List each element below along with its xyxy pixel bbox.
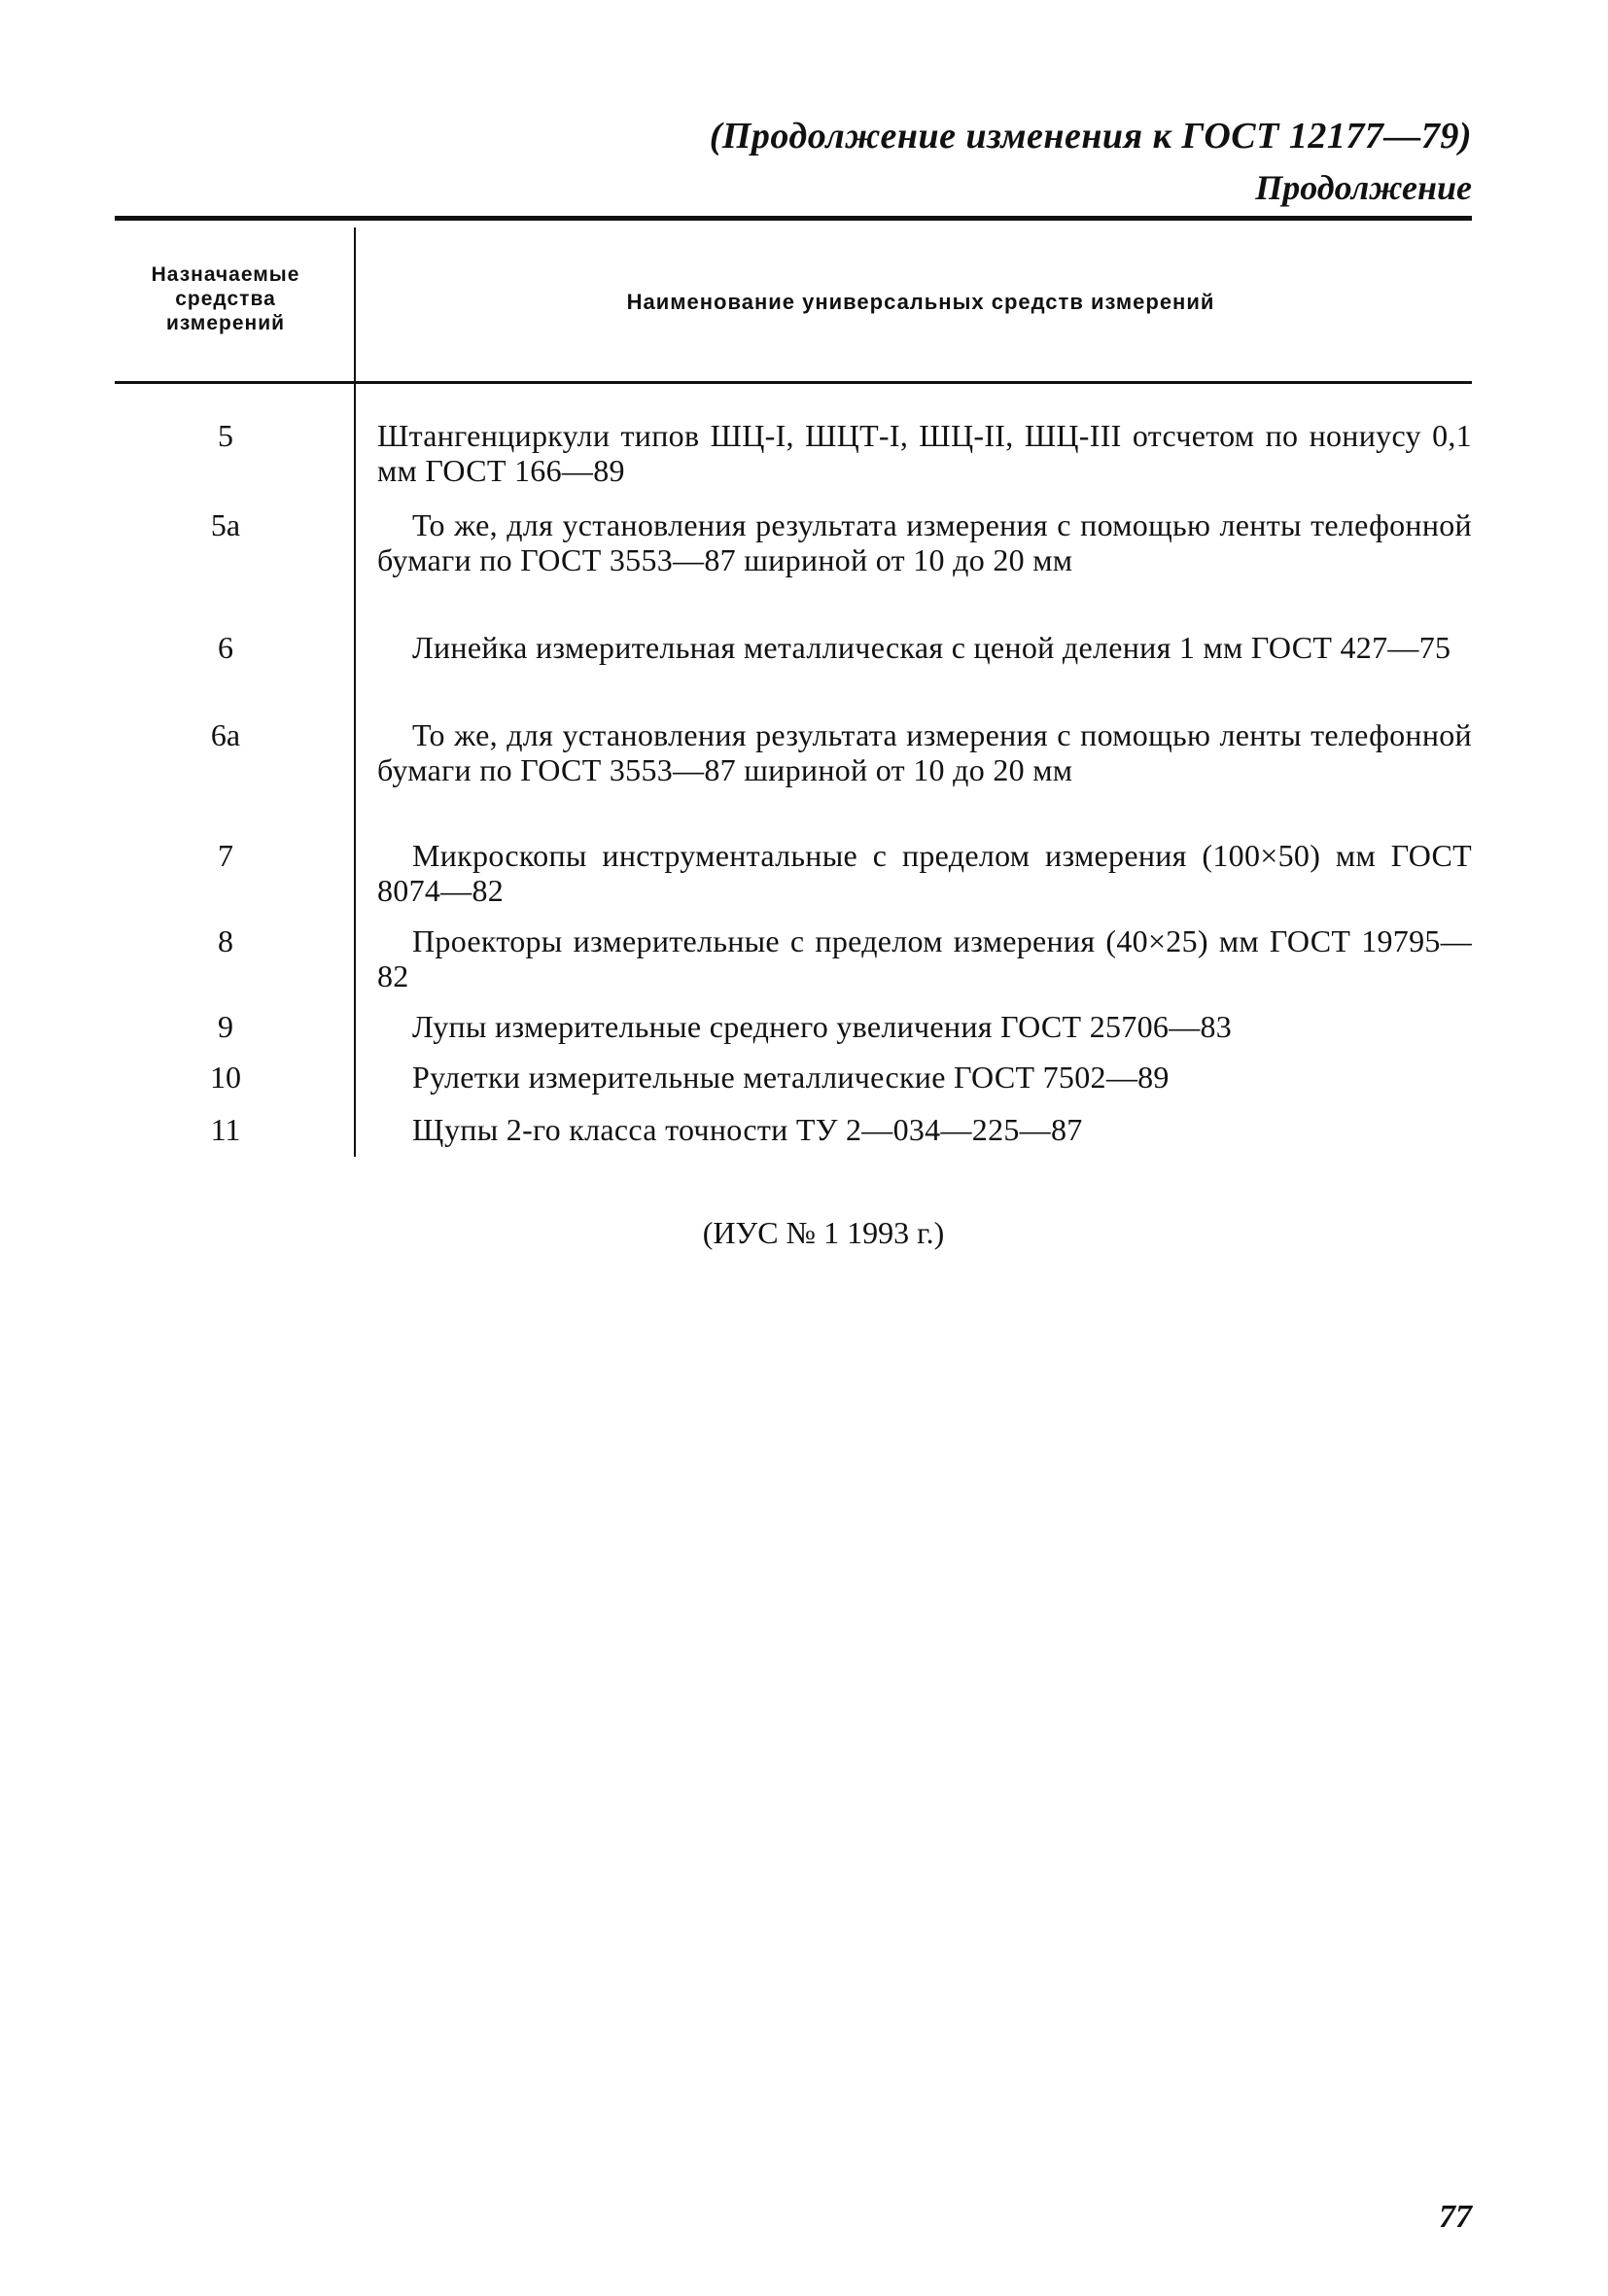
row-number: 5а: [210, 507, 241, 542]
row-number: 10: [210, 1060, 241, 1095]
header-subtitle: Продолжение: [1255, 168, 1472, 207]
row-description: Рулетки измерительные металлические ГОСТ 7502—89: [412, 1060, 1170, 1095]
row-number: 11: [210, 1112, 241, 1147]
row-number: 5: [218, 418, 233, 453]
row-number: 8: [218, 923, 233, 958]
column-divider: [354, 227, 356, 1157]
row-description: Щупы 2-го класса точности ТУ 2—034—225—87: [412, 1112, 1083, 1147]
row-description: То же, для установления результата измерения с помощью ленты телефонной бумаги по ГОСТ 3553—87 шириной от 10 до 20 мм: [377, 717, 1472, 787]
table-top-rule: [115, 216, 1472, 221]
row-description: Проекторы измерительные с пределом измерения (40×25) мм ГОСТ 19795—82: [377, 923, 1472, 993]
row-number: 7: [218, 838, 233, 873]
row-number: 6: [218, 630, 233, 665]
header-title: (Продолжение изменения к ГОСТ 12177—79): [709, 116, 1472, 157]
row-description: Микроскопы инструментальные с пределом измерения (100×50) мм ГОСТ 8074—82: [377, 838, 1472, 908]
row-description: Линейка измерительная металлическая с ценой деления 1 мм ГОСТ 427—75: [412, 630, 1451, 665]
column-header-measure-number: Назначаемые средства измерений: [151, 263, 300, 334]
column-header-instrument-name: Наименование универсальных средств измерений: [626, 290, 1215, 314]
row-number: 9: [218, 1009, 233, 1044]
page-number: 77: [1439, 2199, 1472, 2235]
row-description: То же, для установления результата измерения с помощью ленты телефонной бумаги по ГОСТ 3553—87 шириной от 10 до 20 мм: [377, 507, 1472, 577]
row-description: Штангенциркули типов ШЦ-I, ШЦТ-I, ШЦ-II, ШЦ-III отсчетом по нониусу 0,1 мм ГОСТ 166—89: [377, 418, 1472, 488]
row-number: 6а: [210, 717, 241, 752]
footer-note: (ИУС № 1 1993 г.): [702, 1215, 945, 1250]
table-header-rule: [115, 381, 1472, 384]
row-description: Лупы измерительные среднего увеличения ГОСТ 25706—83: [412, 1009, 1233, 1044]
